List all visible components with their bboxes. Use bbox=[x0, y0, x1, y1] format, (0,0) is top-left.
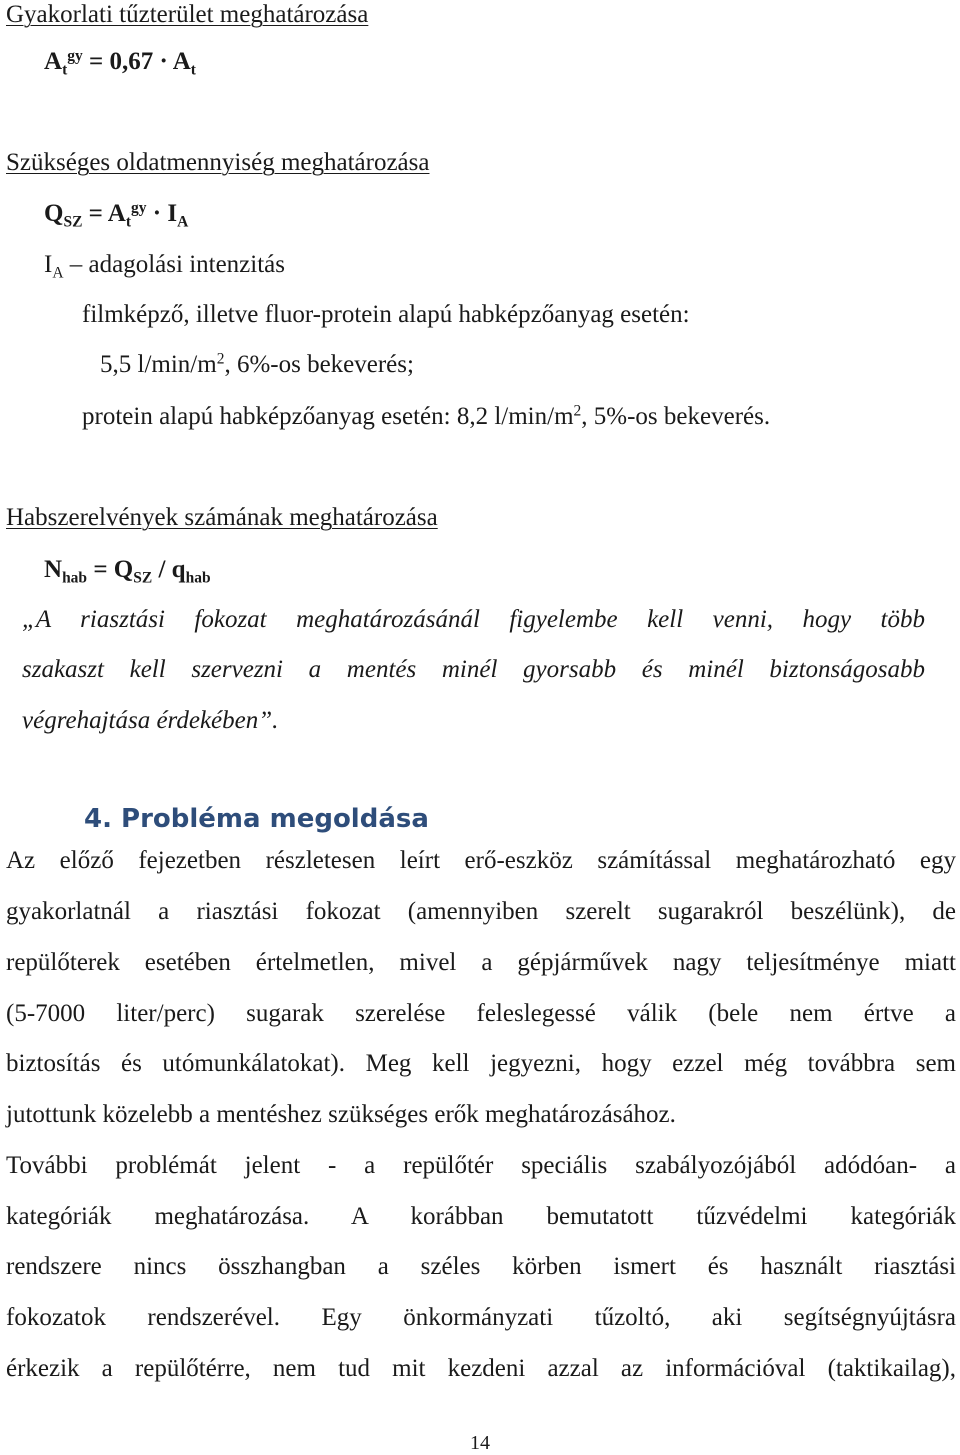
paragraph-line: repülőterek esetében értelmetlen, mivel a gépjárművek nagy teljesítménye miatt bbox=[6, 949, 956, 976]
section-title-solution-quantity: Szükséges oldatmennyiség meghatározása bbox=[6, 149, 430, 176]
formula-fire-area: $A_t^{gy} = 0,67 \cdot A_t$ bbox=[44, 47, 196, 79]
paragraph-line: jutottunk közelebb a mentéshez szükséges erők meghatározásához. bbox=[6, 1101, 676, 1128]
paragraph-line: kategóriák meghatározása. A korábban bemutatott tűzvédelmi kategóriák bbox=[6, 1203, 956, 1230]
formula-foam-equipment: $N_{hab} = Q_{SZ} / q_{hab}$ bbox=[44, 556, 211, 587]
text-line: protein alapú habképzőanyag esetén: 8,2 $l/\min/m^2$, 5%-os bekeverés. bbox=[82, 402, 771, 430]
text-line: 5,5 $l/\min/m^2$, 6%-os bekeverés; bbox=[100, 350, 414, 378]
paragraph-line: fokozatok rendszerével. Egy önkormányzati tűzoltó, aki segítségnyújtásra bbox=[6, 1304, 956, 1331]
formula-solution-quantity: $Q_{SZ} = A_t^{gy} \cdot I_A$ bbox=[44, 199, 189, 231]
paragraph-line: érkezik a repülőtérre, nem tud mit kezdeni azzal az információval (taktikailag), bbox=[6, 1355, 956, 1382]
paragraph-line: (5-7000 liter/perc) sugarak szerelése feleslegessé válik (bele nem értve a bbox=[6, 1000, 956, 1027]
paragraph-line: rendszere nincs összhangban a széles körben ismert és használt riasztási bbox=[6, 1253, 956, 1280]
section-title-foam-equipment: Habszerelvények számának meghatározása bbox=[6, 504, 438, 531]
section-title-fire-area: Gyakorlati tűzterület meghatározása bbox=[6, 1, 369, 28]
paragraph-line: gyakorlatnál a riasztási fokozat (amennyiben szerelt sugarakról beszélünk), de bbox=[6, 898, 956, 925]
text-line: filmképző, illetve fluor-protein alapú habképzőanyag esetén: bbox=[82, 301, 690, 328]
quote-line: szakaszt kell szervezni a mentés minél gyorsabb és minél biztonságosabb bbox=[22, 656, 925, 683]
paragraph-line: biztosítás és utómunkálatokat). Meg kell jegyezni, hogy ezzel még továbbra sem bbox=[6, 1050, 956, 1077]
paragraph-line: További problémát jelent - a repülőtér speciális szabályozójából adódóan- a bbox=[6, 1152, 956, 1179]
paragraph-line: Az előző fejezetben részletesen leírt erő-eszköz számítással meghatározható egy bbox=[6, 847, 956, 874]
page-number: 14 bbox=[470, 1432, 490, 1454]
quote-line: „A riasztási fokozat meghatározásánál figyelembe kell venni, hogy több bbox=[22, 606, 925, 633]
chapter-heading: 4. Probléma megoldása bbox=[84, 804, 429, 834]
definition-dosing-intensity: $I_A$ – adagolási intenzitás bbox=[44, 251, 285, 282]
quote-line: végrehajtása érdekében”. bbox=[22, 707, 279, 734]
